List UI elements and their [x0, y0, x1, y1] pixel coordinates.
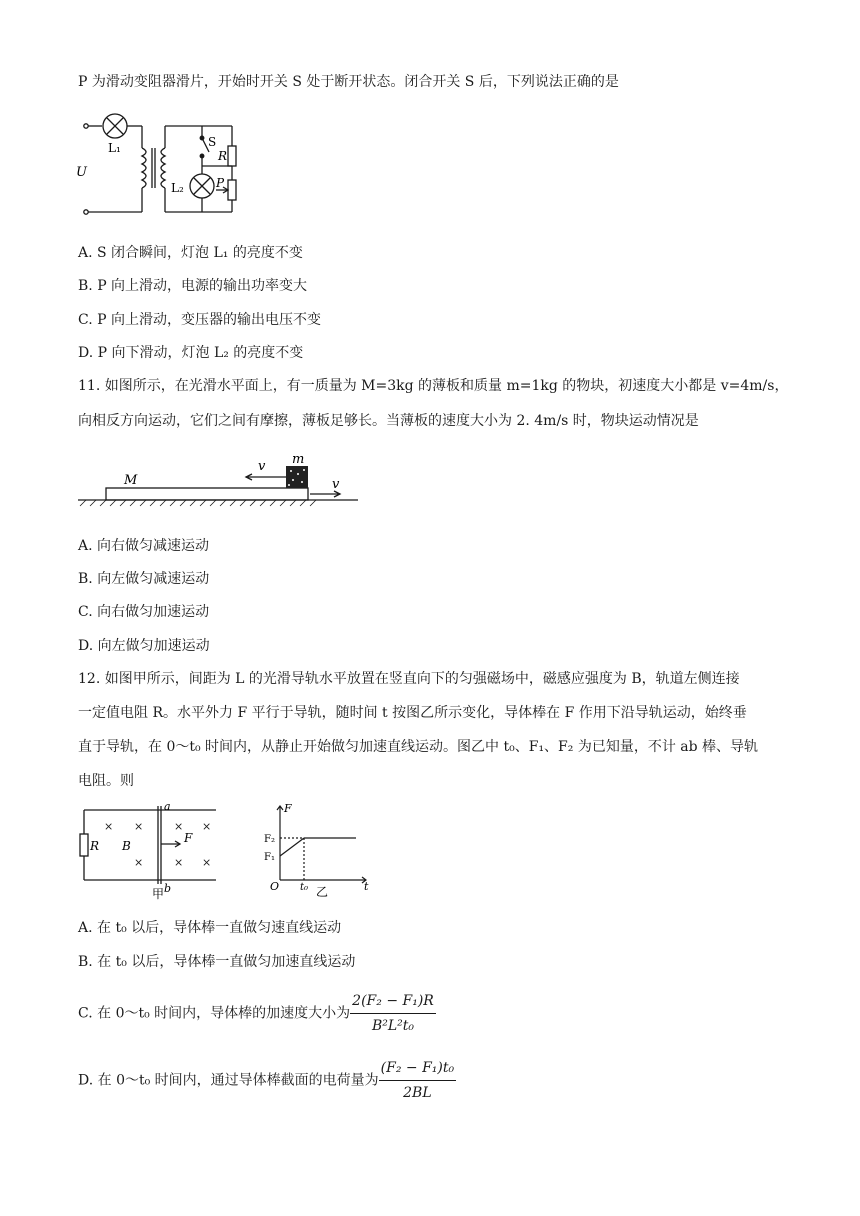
field-x-5: ×: [134, 856, 144, 869]
label-a: a: [164, 800, 171, 813]
q10-option-d: D. P 向下滑动，灯泡 L₂ 的亮度不变: [78, 345, 304, 361]
label-P: P: [216, 176, 225, 190]
caption-yi: 乙: [316, 885, 329, 898]
q12-option-c-fraction: [350, 990, 436, 1037]
rail-diagram-jia: [76, 800, 236, 900]
label-F2: F₂: [264, 834, 275, 845]
board-block-diagram: [76, 450, 366, 510]
field-x-1: ×: [104, 820, 114, 833]
label-F-axis: F: [284, 802, 292, 815]
label-origin: O: [270, 880, 280, 893]
label-M: M: [124, 473, 138, 488]
label-B: B: [122, 839, 131, 853]
q12-option-c: [78, 990, 436, 1037]
label-U: U: [76, 165, 87, 180]
q12-stem-line-4: 电阻。则: [78, 773, 134, 789]
label-t0: t₀: [300, 882, 309, 893]
q12-option-d-denominator: 2BL: [403, 1085, 432, 1101]
label-R: R: [218, 149, 228, 163]
q11-option-b: B. 向左做匀减速运动: [78, 571, 210, 587]
label-t-axis: t: [364, 880, 369, 893]
caption-jia: 甲: [152, 887, 165, 900]
q11-option-c: C. 向右做匀加速运动: [78, 604, 210, 620]
q12-option-d-fraction: [379, 1057, 456, 1104]
label-F-jia: F: [184, 831, 193, 845]
q11-stem-line-2: 向相反方向运动，它们之间有摩擦，薄板足够长。当薄板的速度大小为 2. 4m/s 时，物块运动情况是: [78, 413, 699, 429]
force-time-graph-yi: [256, 800, 376, 898]
field-x-3: ×: [174, 820, 184, 833]
label-S: S: [208, 135, 217, 149]
field-x-7: ×: [202, 856, 212, 869]
label-F1: F₁: [264, 852, 275, 863]
label-v-block: v: [258, 459, 266, 474]
q12-option-d-numerator: (F₂ − F₁)t₀: [379, 1057, 456, 1081]
label-R-jia: R: [90, 839, 100, 853]
field-x-2: ×: [134, 820, 144, 833]
q12-option-c-numerator: 2(F₂ − F₁)R: [350, 990, 436, 1014]
field-x-6: ×: [174, 856, 184, 869]
q10-option-a: A. S 闭合瞬间，灯泡 L₁ 的亮度不变: [78, 245, 303, 261]
q12-option-a: A. 在 t₀ 以后，导体棒一直做匀速直线运动: [78, 920, 342, 936]
q12-stem-line-3: 直于导轨，在 0～t₀ 时间内，从静止开始做匀加速直线运动。图乙中 t₀、F₁、F₂ 为已知量，不计 ab 棒、导轨: [78, 739, 759, 755]
q11-stem-line-1: 11. 如图所示，在光滑水平面上，有一质量为 M=3kg 的薄板和质量 m=1kg 的物块，初速度大小都是 v=4m/s，: [78, 378, 789, 394]
label-v-board: v: [332, 477, 340, 492]
label-b: b: [164, 882, 172, 895]
q10-option-b: B. P 向上滑动，电源的输出功率变大: [78, 278, 308, 294]
q12-option-c-denominator: B²L²t₀: [371, 1018, 415, 1034]
question-10-stem: P 为滑动变阻器滑片，开始时开关 S 处于断开状态。闭合开关 S 后，下列说法正确的是: [78, 74, 619, 90]
q10-option-c: C. P 向上滑动，变压器的输出电压不变: [78, 312, 321, 328]
q12-stem-line-1: 12. 如图甲所示，间距为 L 的光滑导轨水平放置在竖直向下的匀强磁场中，磁感应强度为 B，轨道左侧连接: [78, 671, 740, 687]
field-x-4: ×: [202, 820, 212, 833]
label-m: m: [292, 452, 305, 467]
q11-option-a: A. 向右做匀减速运动: [78, 538, 210, 554]
q11-option-d: D. 向左做匀加速运动: [78, 638, 210, 654]
q12-stem-line-2: 一定值电阻 R。水平外力 F 平行于导轨，随时间 t 按图乙所示变化，导体棒在 F 作用下沿导轨运动，始终垂: [78, 705, 747, 721]
q12-option-b: B. 在 t₀ 以后，导体棒一直做匀加速直线运动: [78, 954, 356, 970]
q12-option-d-text: D. 在 0～t₀ 时间内，通过导体棒截面的电荷量为: [78, 1072, 379, 1089]
transformer-circuit-diagram: [72, 112, 252, 224]
label-L1: L₁: [108, 141, 121, 155]
q12-option-d: [78, 1057, 456, 1104]
q12-option-c-text: C. 在 0～t₀ 时间内，导体棒的加速度大小为: [78, 1005, 351, 1022]
label-L2: L₂: [171, 181, 184, 195]
